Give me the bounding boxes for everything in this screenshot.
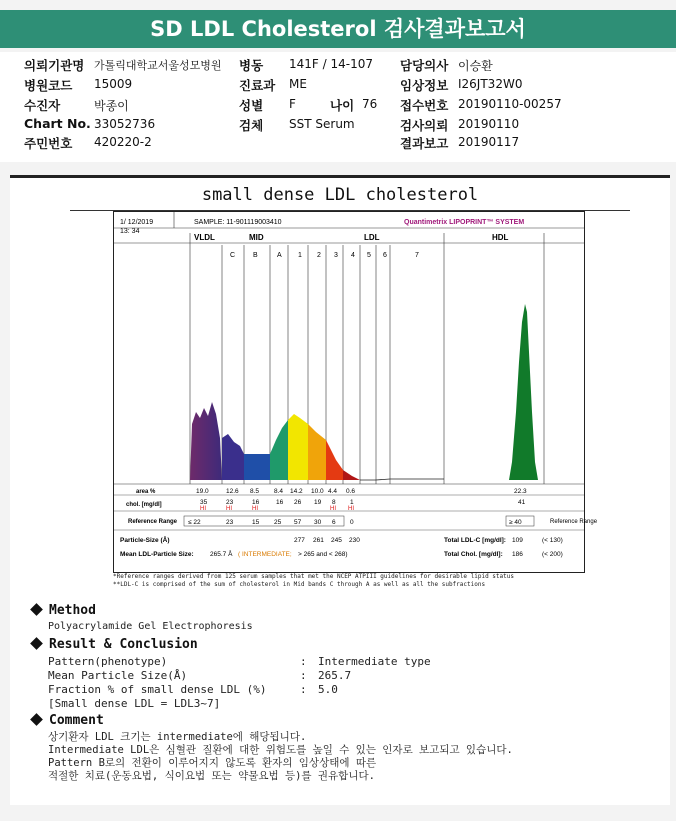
chol-vldl: 35: [200, 499, 208, 506]
chart-date: 1/ 12/2019: [120, 219, 154, 226]
result-label-fraction: Fraction % of small dense LDL (%): [48, 683, 267, 696]
chol-ldl2: 19: [314, 499, 322, 506]
band-label-ldl6: 6: [383, 252, 387, 259]
value-department: ME: [289, 77, 307, 91]
ref-ldl2: 30: [314, 519, 322, 526]
diamond-bullet-icon: [30, 603, 43, 616]
vldl-peak: [190, 402, 222, 480]
band-dividers: [190, 233, 544, 484]
value-patient-name: 박종이: [94, 99, 129, 113]
particle-size-ldl2: 261: [313, 537, 324, 544]
group-label-mid: MID: [249, 233, 264, 242]
mid-a-peak: [270, 420, 288, 480]
band-label-b: B: [253, 252, 258, 259]
row-label-ref: Reference Range: [128, 519, 178, 525]
label-age: 나이: [330, 98, 355, 113]
group-label-ldl: LDL: [364, 233, 380, 242]
result-heading: [32, 637, 198, 652]
area-hdl: 22.3: [514, 488, 527, 495]
mean-size-ref: > 265 and < 268): [298, 551, 348, 558]
patient-info: [0, 52, 676, 162]
result-colon: :: [300, 683, 307, 696]
value-test-request: 20190110: [458, 117, 520, 131]
ref-vldl: ≤ 22: [188, 519, 201, 526]
lipoprint-svg: [114, 212, 598, 572]
band-label-c: C: [230, 252, 236, 259]
area-ldl3: 4.4: [328, 488, 338, 495]
chart-sample: SAMPLE: 11-901119003410: [194, 219, 282, 226]
comment-line: 적절한 치료(운동요법, 식이요법 또는 약물요법 등)를 권유합니다.: [48, 770, 375, 782]
total-ldl-label: Total LDL-C [mg/dl]:: [444, 537, 506, 544]
hi-flag-ldl4: HI: [348, 506, 354, 512]
footnote-ldl: **LDL-C is comprised of the sum of cholesterol in Mid bands C through A as well as all the subfractions: [113, 581, 486, 588]
hi-flag-mid-c: HI: [226, 506, 232, 512]
label-department: 진료과: [239, 78, 276, 93]
value-resident-number: 420220-2: [94, 135, 152, 149]
value-ward: 141F / 14-107: [289, 57, 373, 71]
band-label-ldl3: 3: [334, 252, 338, 259]
area-ldl2: 10.0: [311, 488, 324, 495]
row-label-particle-size: Particle-Size (Å): [120, 537, 170, 544]
value-age: 76: [362, 97, 378, 111]
area-mid-b: 8.5: [250, 488, 260, 495]
ref-mid-c: 23: [226, 519, 234, 526]
comment-line: Intermediate LDL은 심혈관 질환에 대한 위험도를 높일 수 있는 인자로 보고되고 있습니다.: [48, 744, 513, 756]
ldl3-peak: [326, 440, 343, 480]
chart-system-name: Quantimetrix LIPOPRINT™ SYSTEM: [404, 219, 525, 226]
report-top-rule: [10, 175, 670, 178]
mid-b-peak: [244, 454, 270, 480]
label-ward: 병동: [239, 58, 264, 73]
label-specimen: 검체: [239, 118, 264, 133]
area-values: [196, 488, 527, 495]
label-chart-number: Chart No.: [24, 116, 91, 131]
method-heading: [32, 603, 96, 618]
group-label-hdl: HDL: [492, 233, 509, 242]
hdl-peak: [509, 304, 538, 480]
label-physician: 담당의사: [400, 58, 449, 73]
label-patient-name: 수진자: [24, 98, 61, 113]
total-ldl-ref: (< 130): [542, 537, 563, 544]
method-text: Polyacrylamide Gel Electrophoresis: [48, 621, 253, 632]
label-requesting-institution: 의뢰기관명: [24, 58, 85, 73]
row-label-chol: chol. [mg/dl]: [126, 502, 162, 508]
ref-hdl: ≥ 40: [509, 519, 522, 526]
result-colon: :: [300, 669, 307, 682]
label-result-report: 결과보고: [400, 136, 449, 151]
label-receipt-number: 접수번호: [400, 98, 449, 113]
mid-c-peak: [222, 434, 244, 480]
band-label-ldl2: 2: [317, 252, 321, 259]
report-body: [10, 175, 670, 805]
ref-ldl3: 6: [332, 519, 336, 526]
particle-size-ldl1: 277: [294, 537, 305, 544]
footnote-reference: *Reference ranges derived from 125 serum samples that met the NCEP ATPIII guidelines for desirable lipid status: [113, 573, 514, 580]
ref-mid-b: 15: [252, 519, 260, 526]
chol-mid-b: 16: [252, 499, 260, 506]
electrophoresis-trace: [190, 304, 538, 480]
band-label-ldl5: 5: [367, 252, 371, 259]
area-ldl1: 14.2: [290, 488, 303, 495]
comment-line: 상기환자 LDL 크기는 intermediate에 해당됩니다.: [48, 731, 307, 743]
band-label-ldl1: 1: [298, 252, 302, 259]
chol-ldl4: 1: [350, 499, 354, 506]
result-value-fraction: 5.0: [318, 683, 338, 696]
total-chol-value: 186: [512, 551, 523, 558]
chol-hdl: 41: [518, 499, 526, 506]
result-value-mean-size: 265.7: [318, 669, 352, 682]
label-hospital-code: 병원코드: [24, 78, 73, 93]
total-ldl-value: 109: [512, 537, 523, 544]
value-sex: F: [289, 97, 296, 111]
group-label-vldl: VLDL: [194, 233, 215, 242]
particle-size-values: [294, 537, 360, 544]
value-result-report: 20190117: [458, 135, 520, 149]
band-label-ldl7: 7: [415, 252, 419, 259]
total-chol-ref: (< 200): [542, 551, 563, 558]
comment-line: Pattern B로의 전환이 이루어지지 않도록 환자의 임상상태에 따른: [48, 757, 377, 769]
row-label-ref-side: Reference Range: [550, 519, 598, 525]
result-label-mean-size: Mean Particle Size(Å): [48, 669, 188, 682]
ldl2-peak: [308, 424, 326, 480]
label-clinical-info: 임상정보: [400, 78, 449, 93]
area-mid-a: 8.4: [274, 488, 284, 495]
chol-mid-c: 23: [226, 499, 234, 506]
area-mid-c: 12.6: [226, 488, 239, 495]
result-value-pattern: Intermediate type: [318, 655, 431, 668]
value-chart-number: 33052736: [94, 117, 156, 131]
ref-values: [188, 519, 522, 526]
result-heading-text: Result & Conclusion: [49, 637, 198, 652]
report-subtitle: small dense LDL cholesterol: [201, 185, 479, 205]
value-physician: 이승환: [458, 59, 493, 73]
row-label-mean-size: Mean LDL-Particle Size:: [120, 551, 194, 558]
particle-size-ldl4: 230: [349, 537, 360, 544]
label-resident-number: 주민번호: [24, 136, 73, 151]
label-test-request: 검사의뢰: [400, 118, 449, 133]
result-colon: :: [300, 655, 307, 668]
hi-flag-ldl3: HI: [330, 506, 336, 512]
row-label-area: area %: [136, 489, 156, 495]
chol-values: [200, 499, 526, 506]
baseline-trace: [360, 479, 444, 480]
result-label-pattern: Pattern(phenotype): [48, 655, 168, 668]
hi-flag-mid-b: HI: [252, 506, 258, 512]
value-specimen: SST Serum: [289, 117, 355, 131]
ref-ldl4: 0: [350, 519, 354, 526]
value-requesting-institution: 가톨릭대학교서울성모병원: [94, 59, 222, 72]
value-clinical-info: I26JT32W0: [458, 77, 523, 91]
result-note: [Small dense LDL = LDL3~7]: [48, 697, 221, 710]
comment-heading-text: Comment: [49, 713, 104, 728]
mean-size-class: ( INTERMEDIATE;: [238, 551, 292, 558]
band-label-ldl4: 4: [351, 252, 355, 259]
method-heading-text: Method: [49, 603, 96, 618]
chart-time: 13: 34: [120, 228, 140, 235]
diamond-bullet-icon: [30, 637, 43, 650]
label-sex: 성별: [239, 98, 264, 113]
mean-size-value: 265.7 Å: [210, 551, 233, 558]
lipoprint-chart: [113, 211, 598, 573]
ldl1-peak: [288, 414, 308, 480]
report-title: SD LDL Cholesterol 검사결과보고서: [0, 10, 676, 48]
area-vldl: 19.0: [196, 488, 209, 495]
chol-mid-a: 16: [276, 499, 284, 506]
comment-heading: [32, 713, 104, 728]
ref-ldl1: 57: [294, 519, 302, 526]
chol-ldl1: 26: [294, 499, 302, 506]
hi-flag-vldl: HI: [200, 506, 206, 512]
ldl4-peak: [343, 470, 360, 480]
value-hospital-code: 15009: [94, 77, 133, 91]
ref-mid-a: 25: [274, 519, 282, 526]
total-chol-label: Total Chol. [mg/dl]:: [444, 551, 503, 558]
particle-size-ldl3: 245: [331, 537, 342, 544]
band-label-a: A: [277, 252, 282, 259]
area-ldl4: 0.6: [346, 488, 356, 495]
diamond-bullet-icon: [30, 713, 43, 726]
chol-ldl3: 8: [332, 499, 336, 506]
value-receipt-number: 20190110-00257: [458, 97, 562, 111]
